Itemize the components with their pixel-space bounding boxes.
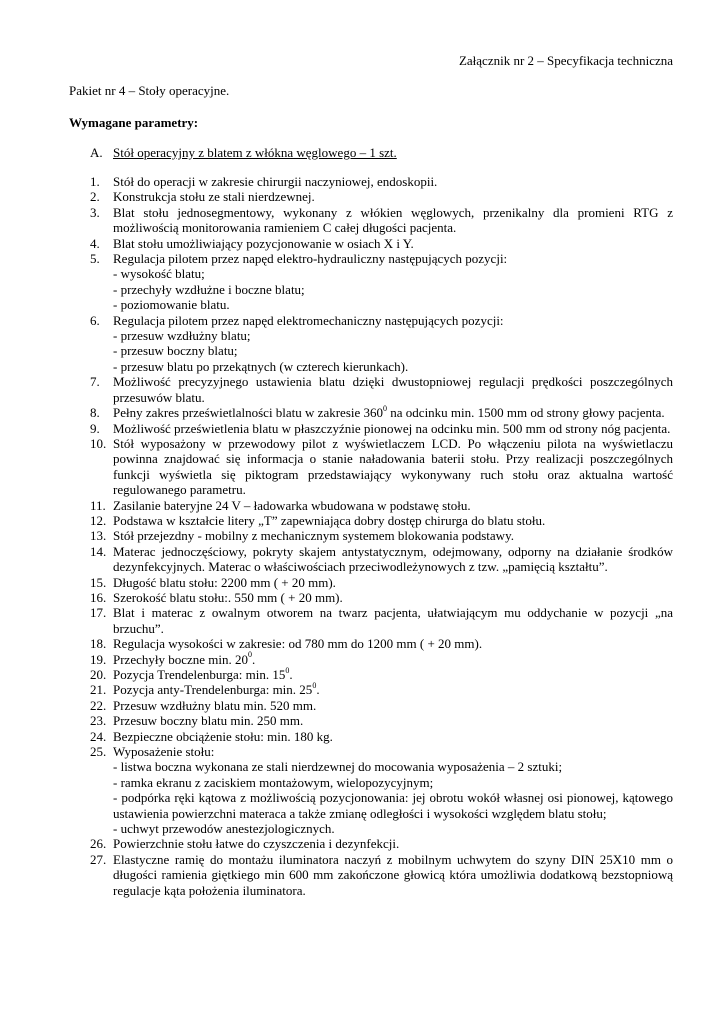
- item-text: Powierzchnie stołu łatwe do czyszczenia i dezynfekcji.: [113, 836, 400, 852]
- list-item: [90, 528, 673, 543]
- degree-superscript: 0: [383, 403, 388, 413]
- item-text-pre: Pozycja Trendelenburga: min. 15: [113, 667, 286, 682]
- list-item: [90, 744, 673, 836]
- list-item: [90, 189, 673, 204]
- section-label: A.: [90, 145, 103, 160]
- degree-superscript: 0: [248, 650, 253, 660]
- degree-superscript: 0: [312, 681, 317, 691]
- item-text: Wyposażenie stołu:: [113, 744, 215, 760]
- item-number: 9.: [90, 420, 100, 436]
- required-parameters-heading: Wymagane parametry:: [69, 115, 199, 130]
- item-text: [113, 405, 665, 420]
- item-number: 5.: [90, 251, 100, 267]
- list-item: [90, 852, 673, 898]
- item-text: Blat stołu jednosegmentowy, wykonany z włókien węglowych, przenikalny dla promieni RTG z możliwością monitorowania ramieniem C całej długości pacjenta.: [113, 204, 673, 236]
- item-number: 25.: [90, 744, 107, 760]
- list-item: [90, 713, 673, 728]
- item-text: Możliwość prześwietlenia blatu w płaszczyźnie pionowej na odcinku min. 500 mm od strony nóg pacjenta.: [113, 420, 671, 436]
- item-text: Konstrukcja stołu ze stali nierdzewnej.: [113, 189, 315, 205]
- item-number: 15.: [90, 574, 107, 590]
- list-item: [90, 698, 673, 713]
- item-text: Blat i materac z owalnym otworem na twarz pacjenta, ułatwiającym mu oddychanie w pozycji „na brzuchu”.: [113, 605, 673, 636]
- item-text-post: na odcinku min. 1500 mm od strony głowy pacjenta.: [387, 405, 665, 421]
- list-item: [90, 513, 673, 528]
- sub-item: - podpórka ręki kątowa z możliwością pozycjonowania: jej obrotu wokół własnej osi pionowej, kątowego ustawienia powierzchni materaca a także zmianę odległości i wysokości względem blatu stołu;: [113, 790, 673, 821]
- item-number: 26.: [90, 836, 107, 852]
- item-number: 17.: [90, 605, 107, 621]
- item-text-post: .: [289, 667, 293, 682]
- list-item: [90, 667, 673, 682]
- item-number: 24.: [90, 728, 107, 744]
- item-number: 6.: [90, 312, 100, 328]
- item-number: 20.: [90, 667, 107, 682]
- item-number: 23.: [90, 713, 107, 729]
- list-item: [90, 729, 673, 744]
- list-item: [90, 544, 673, 575]
- sub-item: - przesuw boczny blatu;: [113, 343, 238, 359]
- item-text-pre: Pełny zakres prześwietlalności blatu w zakresie 360: [113, 405, 384, 421]
- item-number: 7.: [90, 374, 100, 390]
- list-item: [90, 682, 673, 697]
- section-title: Stół operacyjny z blatem z włókna węglowego – 1 szt.: [113, 145, 397, 160]
- list-item: [90, 498, 673, 513]
- item-text: Bezpieczne obciążenie stołu: min. 180 kg.: [113, 728, 333, 744]
- list-item: [90, 313, 673, 375]
- item-text-post: .: [316, 682, 320, 698]
- packet-title: Pakiet nr 4 – Stoły operacyjne.: [69, 83, 230, 98]
- item-number: 4.: [90, 235, 100, 251]
- item-text: Regulacja pilotem przez napęd elektro-hydrauliczny następujących pozycji:: [113, 251, 508, 267]
- item-text: Regulacja pilotem przez napęd elektromechaniczny następujących pozycji:: [113, 312, 504, 328]
- item-text: Regulacja wysokości w zakresie: od 780 mm do 1200 mm ( + 20 mm).: [113, 636, 483, 652]
- list-item: [90, 205, 673, 236]
- list-item: [90, 436, 673, 498]
- sub-item: - przechyły wzdłużne i boczne blatu;: [113, 281, 305, 297]
- item-text-post: .: [252, 651, 256, 667]
- item-text: Długość blatu stołu: 2200 mm ( + 20 mm).: [113, 574, 336, 590]
- item-text: [113, 667, 293, 682]
- item-number: 14.: [90, 543, 107, 559]
- sub-item: - listwa boczna wykonana ze stali nierdzewnej do mocowania wyposażenia – 2 sztuki;: [113, 759, 563, 775]
- item-text: Możliwość precyzyjnego ustawienia blatu dzięki dwustopniowej regulacji prędkości poszczególnych przesuwów blatu.: [113, 374, 673, 405]
- item-text: Elastyczne ramię do montażu iluminatora naczyń z mobilnym uchwytem do szyny DIN 25X10 mm o długości ramienia giętkiego min 600 mm zakończone głowicą która umożliwia dodatkową bezstopniową regulacje kąta położenia iluminatora.: [113, 851, 673, 898]
- sub-item: - uchwyt przewodów anestezjologicznych.: [113, 821, 335, 837]
- list-item: [90, 174, 673, 189]
- list-item: [90, 405, 673, 420]
- item-text: [113, 652, 255, 667]
- sub-item: - ramka ekranu z zaciskiem montażowym, wielopozycyjnym;: [113, 774, 434, 790]
- item-text: Szerokość blatu stołu:. 550 mm ( + 20 mm).: [113, 589, 343, 605]
- degree-superscript: 0: [285, 665, 290, 675]
- item-number: 13.: [90, 528, 107, 544]
- item-text: Materac jednoczęściowy, pokryty skajem antystatycznym, odejmowany, odporny na działanie środków dezynfekcyjnych. Materac o właściwościach przeciwodleżynowych z tzw. „pamięcią kształtu”.: [113, 543, 673, 575]
- item-number: 21.: [90, 682, 107, 698]
- list-item: [90, 590, 673, 605]
- sub-item: - poziomowanie blatu.: [113, 297, 230, 313]
- item-number: 1.: [90, 174, 100, 189]
- list-item: [90, 836, 673, 851]
- list-item: [90, 652, 673, 667]
- item-number: 3.: [90, 204, 100, 220]
- item-text: Przesuw wzdłużny blatu min. 520 mm.: [113, 697, 317, 713]
- requirements-list: [90, 174, 673, 898]
- list-item: [90, 236, 673, 251]
- item-number: 27.: [90, 851, 107, 867]
- section-heading: [90, 145, 397, 161]
- sub-item: - przesuw wzdłużny blatu;: [113, 328, 251, 344]
- item-number: 2.: [90, 189, 100, 205]
- item-number: 11.: [90, 497, 106, 513]
- item-text-pre: Przechyły boczne min. 20: [113, 651, 249, 667]
- item-text: Przesuw boczny blatu min. 250 mm.: [113, 713, 304, 729]
- item-text: Stół do operacji w zakresie chirurgii naczyniowej, endoskopii.: [113, 174, 438, 189]
- item-number: 18.: [90, 636, 107, 652]
- attachment-header: Załącznik nr 2 – Specyfikacja techniczna: [458, 53, 673, 68]
- item-text: Stół przejezdny - mobilny z mechanicznym systemem blokowania podstawy.: [113, 528, 514, 544]
- list-item: [90, 251, 673, 313]
- item-number: 19.: [90, 651, 107, 667]
- item-number: 16.: [90, 589, 107, 605]
- list-item: [90, 636, 673, 651]
- list-item: [90, 575, 673, 590]
- item-text: Blat stołu umożliwiający pozycjonowanie w osiach X i Y.: [113, 235, 414, 251]
- list-item: [90, 421, 673, 436]
- item-text: Stół wyposażony w przewodowy pilot z wyświetlaczem LCD. Po włączeniu pilota na wyświetlaczu powinna znajdować się informacja o stanie naładowania baterii stołu. Przy realizacji poszczególnych funkcji wyświetla się piktogram przedstawiający wykonywany ruch stołu oraz aktualna wartość regulowanego parametru.: [113, 435, 673, 498]
- item-number: 10.: [90, 435, 107, 451]
- sub-item: - przesuw blatu po przekątnych (w czterech kierunkach).: [113, 358, 409, 374]
- sub-item: - wysokość blatu;: [113, 266, 205, 282]
- item-number: 22.: [90, 697, 107, 713]
- item-text-pre: Pozycja anty-Trendelenburga: min. 25: [113, 682, 313, 698]
- list-item: [90, 605, 673, 636]
- item-number: 8.: [90, 405, 100, 421]
- item-text: Podstawa w kształcie litery „T” zapewniająca dobry dostęp chirurga do blatu stołu.: [113, 512, 546, 528]
- item-number: 12.: [90, 512, 107, 528]
- item-text: Zasilanie bateryjne 24 V – ładowarka wbudowana w podstawę stołu.: [113, 497, 471, 513]
- list-item: [90, 374, 673, 405]
- item-text: [113, 682, 320, 697]
